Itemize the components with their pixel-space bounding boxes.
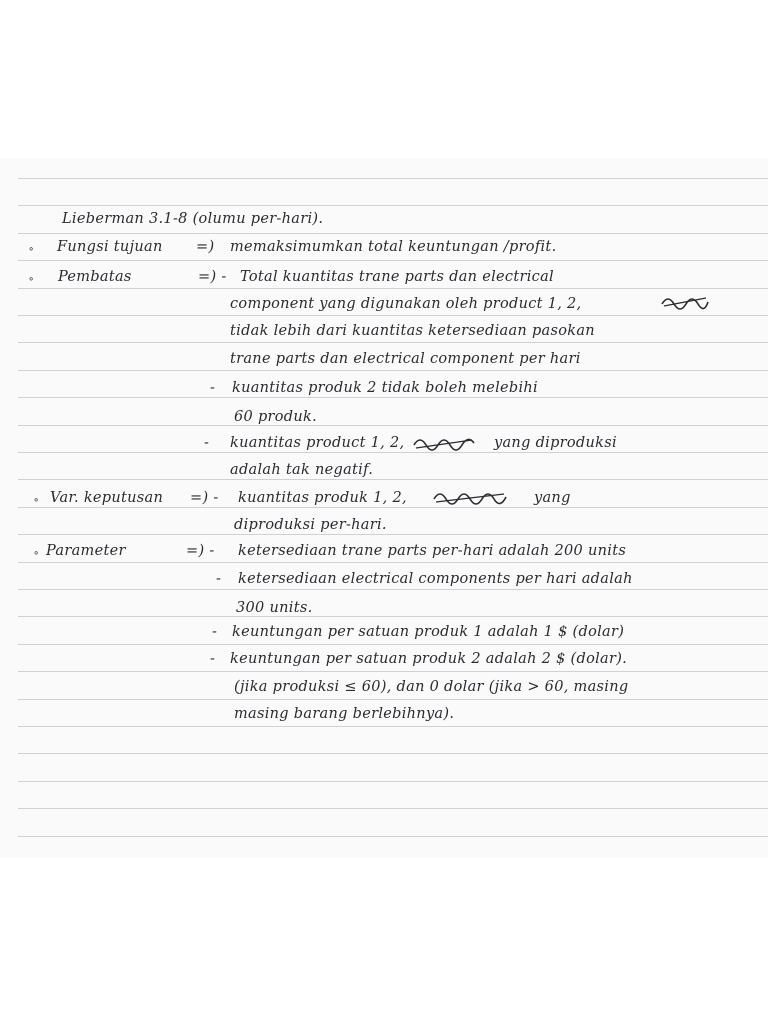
parameter-line: 300 units. bbox=[236, 600, 313, 616]
pembatas-line: component yang digunakan oleh product 1, 2, bbox=[230, 296, 582, 312]
ruled-line bbox=[18, 342, 768, 343]
ruled-line bbox=[18, 589, 768, 590]
scribble-icon bbox=[432, 487, 508, 507]
scribble-icon bbox=[660, 292, 710, 312]
pembatas-line: trane parts dan electrical component per hari bbox=[230, 351, 581, 367]
ruled-line bbox=[18, 534, 768, 535]
ruled-line bbox=[18, 616, 768, 617]
parameter-line: ketersediaan trane parts per-hari adalah 200 units bbox=[238, 543, 627, 559]
ruled-line bbox=[18, 562, 768, 563]
var-keputusan-arrow: =) - bbox=[190, 490, 219, 506]
pembatas-line: 60 produk. bbox=[234, 409, 318, 425]
ruled-line bbox=[18, 233, 768, 234]
ruled-line bbox=[18, 260, 768, 261]
ruled-line bbox=[18, 370, 768, 371]
bullet-icon: ∘ bbox=[28, 244, 35, 255]
dash-marker: - bbox=[216, 571, 222, 587]
var-keputusan-line: yang bbox=[534, 490, 571, 506]
ruled-line bbox=[18, 781, 768, 782]
parameter-line: (jika produksi ≤ 60), dan 0 dolar (jika > 60, masing bbox=[234, 679, 629, 695]
parameter-line: ketersediaan electrical components per hari adalah bbox=[238, 571, 633, 587]
notebook-sheet bbox=[0, 158, 768, 858]
pembatas-line: tidak lebih dari kuantitas ketersediaan pasokan bbox=[230, 323, 595, 339]
ruled-line bbox=[18, 452, 768, 453]
parameter-label: Parameter bbox=[46, 543, 126, 559]
ruled-line bbox=[18, 726, 768, 727]
ruled-line bbox=[18, 753, 768, 754]
ruled-line bbox=[18, 699, 768, 700]
pembatas-label: Pembatas bbox=[58, 269, 132, 285]
dash-marker: - bbox=[204, 435, 210, 451]
dash-marker: - bbox=[210, 380, 216, 396]
ruled-line bbox=[18, 288, 768, 289]
ruled-line bbox=[18, 479, 768, 480]
parameter-arrow: =) - bbox=[186, 543, 215, 559]
fungsi-tujuan-text: memaksimumkan total keuntungan /profit. bbox=[230, 239, 557, 255]
ruled-line bbox=[18, 178, 768, 179]
ruled-line bbox=[18, 836, 768, 837]
ruled-line bbox=[18, 644, 768, 645]
pembatas-line: yang diproduksi bbox=[494, 435, 617, 451]
ruled-line bbox=[18, 205, 768, 206]
header-line: Lieberman 3.1-8 (olumu per-hari). bbox=[62, 211, 324, 227]
bullet-icon: ∘ bbox=[33, 548, 40, 559]
pembatas-line: kuantitas produk 2 tidak boleh melebihi bbox=[232, 380, 538, 396]
ruled-line bbox=[18, 808, 768, 809]
var-keputusan-line: diproduksi per-hari. bbox=[234, 517, 387, 533]
parameter-line: keuntungan per satuan produk 2 adalah 2 $ (dolar). bbox=[230, 651, 628, 667]
ruled-line bbox=[18, 397, 768, 398]
var-keputusan-line: kuantitas produk 1, 2, bbox=[238, 490, 407, 506]
ruled-line bbox=[18, 507, 768, 508]
parameter-line: keuntungan per satuan produk 1 adalah 1 $ (dolar) bbox=[232, 624, 625, 640]
pembatas-line: adalah tak negatif. bbox=[230, 462, 374, 478]
ruled-line bbox=[18, 425, 768, 426]
dash-marker: - bbox=[210, 651, 216, 667]
fungsi-tujuan-arrow: =) bbox=[196, 239, 215, 255]
ruled-line bbox=[18, 315, 768, 316]
scribble-icon bbox=[412, 433, 476, 453]
var-keputusan-label: Var. keputusan bbox=[50, 490, 164, 506]
pembatas-line: Total kuantitas trane parts dan electrical bbox=[240, 269, 554, 285]
dash-marker: - bbox=[212, 624, 218, 640]
ruled-line bbox=[18, 671, 768, 672]
fungsi-tujuan-label: Fungsi tujuan bbox=[57, 239, 163, 255]
bullet-icon: ∘ bbox=[33, 495, 40, 506]
parameter-line: masing barang berlebihnya). bbox=[234, 706, 455, 722]
bullet-icon: ∘ bbox=[28, 274, 35, 285]
pembatas-line: kuantitas product 1, 2, bbox=[230, 435, 405, 451]
pembatas-arrow: =) - bbox=[198, 269, 227, 285]
